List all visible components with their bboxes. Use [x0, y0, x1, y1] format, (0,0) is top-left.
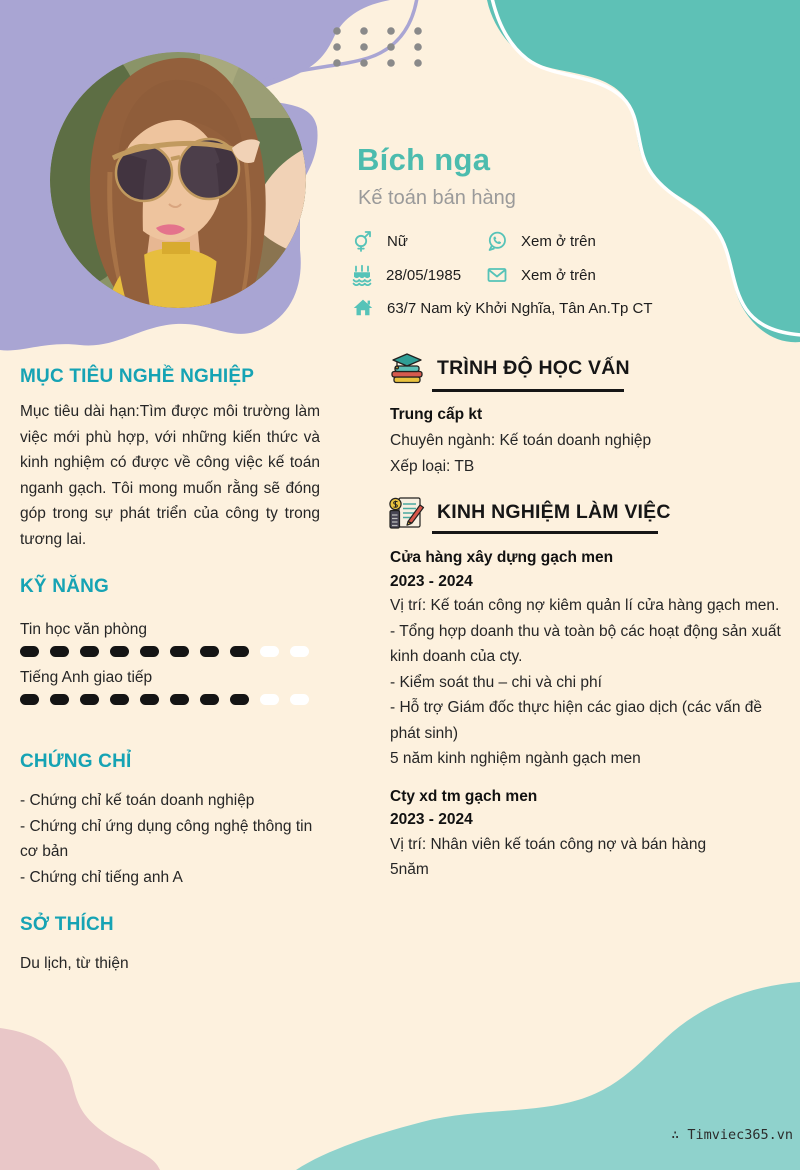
job-company: Cửa hàng xây dựng gạch men [390, 549, 614, 566]
certificates-list [20, 788, 332, 890]
skill-level-bar [20, 694, 330, 705]
profile-name: Bích nga [357, 142, 491, 177]
skill-segment [170, 646, 189, 657]
skill-segment [140, 646, 159, 657]
job-company: Cty xd tm gạch men [390, 787, 538, 805]
dots-decoration [333, 27, 422, 67]
pink-blob-bottom [0, 1028, 160, 1170]
job-detail-line: - Tổng hợp doanh thu và toàn bộ các hoạt động sản xuất kinh doanh của cty. [390, 622, 781, 665]
skill-segment [290, 646, 309, 657]
objective-heading: MỤC TIÊU NGHỀ NGHIỆP [20, 366, 255, 387]
contact-birthday [351, 264, 461, 286]
education-block [390, 402, 796, 480]
skill-segment [230, 694, 249, 705]
job-period: 2023 - 2024 [390, 811, 473, 828]
document-calculator-icon [387, 494, 427, 534]
job-entry [390, 785, 796, 883]
skill-segment [50, 646, 69, 657]
skill-segment [50, 694, 69, 705]
contact-address-value: 63/7 Nam kỳ Khởi Nghĩa, Tân An.Tp CT [387, 299, 653, 317]
birthday-cake-icon [351, 264, 373, 286]
skill-segment [80, 694, 99, 705]
skill-segment [260, 694, 279, 705]
skills-heading: KỸ NĂNG [20, 576, 110, 597]
skill-label: Tiếng Anh giao tiếp [20, 669, 153, 686]
contact-email [486, 264, 596, 286]
objective-body: Mục tiêu dài hạn:Tìm được môi trường làm việc mới phù hợp, với những kiến thức và kinh nghiệm có được về công việc kế toán nganh gạch. Tôi mong muốn rằng sẽ đóng góp trong sự phát triển của công ty trong tương lai. [20, 403, 320, 548]
skills-list [20, 621, 330, 717]
skill-segment [20, 646, 39, 657]
education-heading: TRÌNH ĐỘ HỌC VẤN [437, 357, 630, 379]
job-period: 2023 - 2024 [390, 572, 473, 590]
hobbies-body: Du lịch, từ thiện [20, 955, 129, 972]
skill-segment [290, 694, 309, 705]
job-detail-line: Vị trí: Nhân viên kế toán công nợ và bán hàng [390, 835, 707, 853]
home-icon [352, 297, 374, 319]
certificate-item: - Chứng chỉ tiếng anh A [20, 868, 183, 886]
skill-item [20, 621, 330, 657]
experience-heading-underline [432, 531, 658, 534]
skill-segment [230, 646, 249, 657]
contact-phone-value: Xem ở trên [521, 232, 596, 250]
envelope-icon [486, 264, 508, 286]
education-heading-underline [432, 389, 624, 392]
brand-watermark: ∴ Timviec365.vn [671, 1127, 793, 1143]
contact-birthday-value: 28/05/1985 [386, 266, 462, 284]
skill-segment [110, 694, 129, 705]
education-school: Trung cấp kt [390, 406, 483, 423]
contact-gender-value: Nữ [387, 232, 408, 250]
skill-segment [200, 694, 219, 705]
gender-icon [352, 230, 374, 252]
job-entry [390, 546, 796, 772]
job-detail-line: 5năm [390, 861, 429, 878]
certificate-item: - Chứng chỉ ứng dụng công nghệ thông tin cơ bản [20, 817, 313, 860]
contact-gender [352, 230, 408, 252]
skill-segment [80, 646, 99, 657]
skill-segment [140, 694, 159, 705]
graduation-books-icon [388, 350, 428, 390]
contact-email-value: Xem ở trên [521, 266, 596, 284]
contact-phone [486, 230, 596, 252]
job-detail-line: - Hỗ trợ Giám đốc thực hiện các giao dịch (các vấn đề phát sinh) [390, 699, 763, 742]
experience-jobs-list [390, 546, 796, 896]
experience-heading: KINH NGHIỆM LÀM VIỆC [437, 501, 671, 523]
whatsapp-icon [486, 230, 508, 252]
skill-segment [20, 694, 39, 705]
certificates-heading: CHỨNG CHỈ [20, 751, 132, 772]
skill-item [20, 669, 330, 705]
profile-job-title: Kế toán bán hàng [358, 187, 516, 209]
job-detail-line: Vị trí: Kế toán công nợ kiêm quản lí cửa hàng gạch men. [390, 597, 780, 614]
job-detail-line: - Kiểm soát thu – chi và chi phí [390, 673, 602, 691]
job-detail-line: 5 năm kinh nghiệm ngành gạch men [390, 750, 641, 767]
skill-level-bar [20, 646, 330, 657]
skill-segment [110, 646, 129, 657]
profile-photo-image [50, 52, 306, 308]
hobbies-heading: SỞ THÍCH [20, 914, 114, 935]
contact-address [352, 297, 653, 319]
profile-photo [50, 52, 306, 308]
education-major: Chuyên ngành: Kế toán doanh nghiệp [390, 432, 652, 449]
skill-segment [200, 646, 219, 657]
education-grade: Xếp loại: TB [390, 458, 475, 475]
teal-blob-top [487, 0, 800, 342]
skill-segment [260, 646, 279, 657]
skill-segment [170, 694, 189, 705]
certificate-item: - Chứng chỉ kế toán doanh nghiệp [20, 792, 255, 809]
skill-label: Tin học văn phòng [20, 621, 147, 638]
